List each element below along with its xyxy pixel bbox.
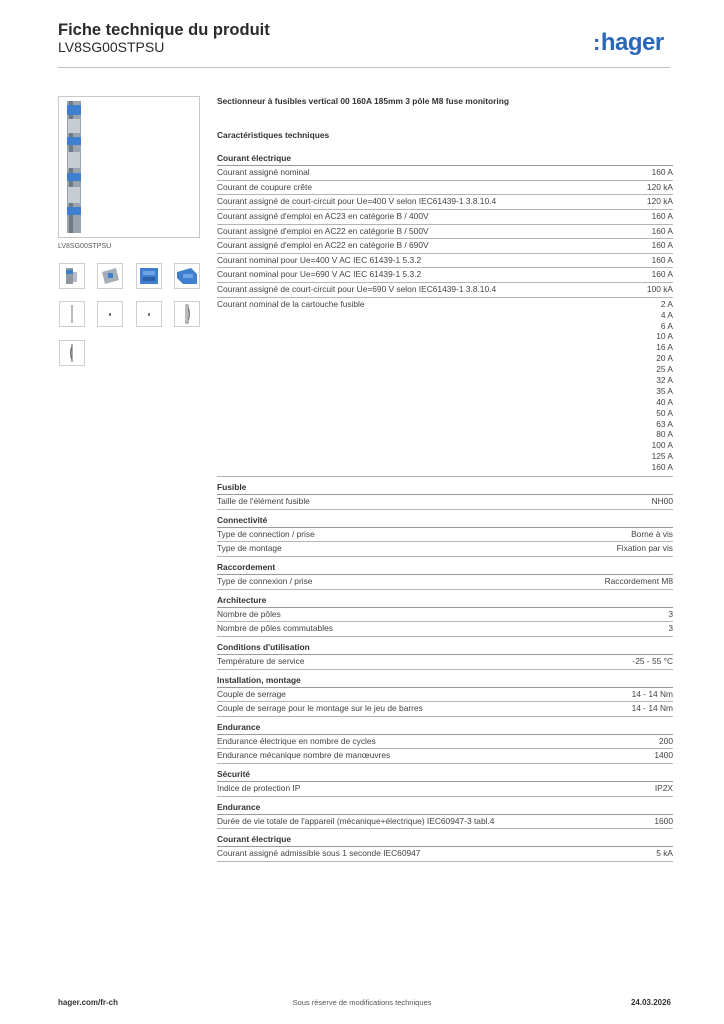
spec-value: 10 A (656, 331, 673, 342)
footer-disclaimer: Sous réserve de modifications techniques (292, 998, 432, 1007)
spec-value: 35 A (656, 385, 673, 396)
spec-label: Taille de l'élément fusible (217, 496, 310, 507)
spec-row (217, 298, 673, 477)
thumbnail-drawing-top-dot[interactable] (97, 301, 123, 327)
spec-row (217, 195, 673, 210)
spec-section (217, 515, 673, 557)
product-image-caption: LV8SG00STPSU (58, 243, 112, 250)
section-title: Conditions d'utilisation (217, 642, 673, 655)
spec-value: 160 A (651, 254, 673, 265)
spec-value: 4 A (660, 309, 673, 320)
spec-row (217, 655, 673, 670)
spec-sections (217, 153, 673, 862)
spec-value: 14 - 14 Nm (631, 688, 673, 699)
spec-section (217, 595, 673, 637)
thumbnail-product-blue-box[interactable] (136, 263, 162, 289)
header-divider (58, 67, 670, 68)
spec-row (217, 528, 673, 543)
spec-row (217, 542, 673, 557)
spec-row (217, 210, 673, 225)
thumbnail-drawing-side-bracket-2[interactable] (59, 340, 85, 366)
spec-value: 16 A (656, 342, 673, 353)
section-title: Connectivité (217, 515, 673, 528)
spec-value: 50 A (656, 407, 673, 418)
spec-section (217, 642, 673, 670)
section-title: Installation, montage (217, 675, 673, 688)
technical-characteristics-heading: Caractéristiques techniques (217, 130, 330, 140)
spec-value: 80 A (656, 429, 673, 440)
spec-row (217, 575, 673, 590)
spec-label: Courant assigné de court-circuit pour Ue=400 V selon IEC61439-1 3.8.10.4 (217, 196, 497, 207)
spec-label: Courant assigné admissible sous 1 seconde IEC60947 (217, 848, 421, 859)
spec-value: 6 A (660, 320, 673, 331)
spec-label: Courant assigné d'emploi en AC23 en catégorie B / 400V (217, 210, 429, 221)
spec-label: Courant nominal pour Ue=400 V AC IEC 61439-1 5.3.2 (217, 254, 422, 265)
spec-value: NH00 (651, 496, 673, 507)
spec-value-list (652, 299, 673, 473)
spec-value: 40 A (656, 396, 673, 407)
spec-row (217, 181, 673, 196)
spec-row (217, 847, 673, 862)
product-main-image[interactable] (58, 96, 200, 238)
spec-row (217, 166, 673, 181)
spec-value: 32 A (656, 375, 673, 385)
spec-row (217, 735, 673, 750)
spec-value: 25 A (656, 364, 673, 375)
spec-value: 3 (668, 623, 673, 634)
spec-label: Courant assigné d'emploi en AC22 en catégorie B / 690V (217, 240, 429, 251)
section-title: Sécurité (217, 769, 673, 782)
thumbnail-drawing-side-thin[interactable] (59, 301, 85, 327)
spec-value: 200 (659, 735, 673, 746)
spec-value: 160 A (651, 225, 673, 236)
section-title: Endurance (217, 722, 673, 735)
spec-label: Indice de protection IP (217, 783, 301, 794)
thumbnail-product-angled[interactable] (97, 263, 123, 289)
spec-value: 125 A (651, 451, 673, 462)
product-description: Sectionneur à fusibles vertical 00 160A 185mm 3 pôle M8 fuse monitoring (217, 96, 509, 106)
section-title: Endurance (217, 802, 673, 815)
spec-label: Durée de vie totale de l'appareil (mécanique+électrique) IEC60947-3 tabl.4 (217, 815, 495, 826)
footer-website[interactable]: hager.com/fr-ch (58, 998, 119, 1007)
spec-value: 2 A (660, 298, 673, 309)
spec-row (217, 495, 673, 510)
section-title: Architecture (217, 595, 673, 608)
spec-section (217, 722, 673, 764)
spec-label: Courant assigné nominal (217, 167, 310, 177)
spec-section (217, 153, 673, 477)
thumbnail-product-front[interactable] (59, 263, 85, 289)
thumbnail-drawing-top-dot-2[interactable] (136, 301, 162, 327)
footer-date: 24.03.2026 (630, 998, 671, 1007)
spec-label: Couple de serrage pour le montage sur le jeu de barres (217, 703, 423, 714)
spec-section (217, 482, 673, 510)
spec-value: 100 A (651, 440, 673, 451)
spec-value: 120 kA (646, 196, 673, 207)
spec-value: 100 kA (646, 284, 673, 295)
spec-row (217, 702, 673, 717)
spec-value: 20 A (656, 353, 673, 364)
spec-label: Courant assigné d'emploi en AC22 en catégorie B / 500V (217, 225, 429, 236)
spec-value: -25 - 55 °C (632, 655, 673, 666)
spec-value: Borne à vis (631, 528, 673, 539)
spec-value: 1600 (654, 815, 673, 826)
thumbnail-product-blue-box-angled[interactable] (174, 263, 200, 289)
spec-row (217, 225, 673, 240)
spec-label: Endurance mécanique nombre de manœuvres (217, 750, 391, 761)
section-title: Courant électrique (217, 834, 673, 847)
spec-value: 160 A (651, 269, 673, 280)
spec-label: Courant nominal de la cartouche fusible (217, 298, 365, 309)
spec-value: 14 - 14 Nm (631, 703, 673, 714)
spec-value: 160 A (651, 462, 673, 473)
spec-label: Type de montage (217, 543, 282, 554)
spec-section (217, 675, 673, 717)
section-title: Fusible (217, 482, 673, 495)
spec-value: Fixation par vis (616, 543, 673, 554)
spec-label: Couple de serrage (217, 688, 286, 699)
spec-label: Courant nominal pour Ue=690 V AC IEC 61439-1 5.3.2 (217, 269, 422, 280)
spec-row (217, 782, 673, 797)
spec-row (217, 254, 673, 269)
spec-row (217, 815, 673, 830)
spec-section (217, 834, 673, 862)
spec-label: Nombre de pôles commutables (217, 623, 333, 634)
spec-row (217, 622, 673, 637)
page-title: Fiche technique du produit (58, 21, 270, 39)
spec-value: Raccordement M8 (604, 575, 673, 586)
spec-value: 63 A (656, 418, 673, 429)
section-title: Courant électrique (217, 153, 673, 166)
spec-row (217, 283, 673, 298)
spec-value: 120 kA (646, 181, 673, 192)
thumbnail-drawing-side-bracket[interactable] (174, 301, 200, 327)
spec-row (217, 239, 673, 254)
spec-label: Endurance électrique en nombre de cycles (217, 735, 376, 746)
spec-row (217, 608, 673, 623)
spec-value: 5 kA (656, 848, 673, 859)
spec-row (217, 268, 673, 283)
spec-section (217, 802, 673, 830)
spec-label: Température de service (217, 655, 305, 666)
spec-row (217, 688, 673, 703)
spec-row (217, 749, 673, 764)
spec-label: Courant assigné de court-circuit pour Ue=690 V selon IEC61439-1 3.8.10.4 (217, 284, 497, 295)
spec-section (217, 769, 673, 797)
spec-value: 160 A (651, 210, 673, 221)
spec-value: 160 A (651, 240, 673, 251)
spec-label: Type de connection / prise (217, 528, 315, 539)
spec-label: Courant de coupure crête (217, 181, 312, 192)
spec-value: 160 A (651, 167, 673, 177)
spec-label: Type de connexion / prise (217, 575, 313, 586)
spec-value: 3 (668, 608, 673, 619)
spec-section (217, 562, 673, 590)
section-title: Raccordement (217, 562, 673, 575)
product-reference: LV8SG00STPSU (58, 39, 165, 55)
hager-logo[interactable]: :hager (593, 29, 664, 56)
logo-text: hager (600, 29, 664, 56)
spec-label: Nombre de pôles (217, 608, 281, 619)
spec-value: IP2X (654, 783, 673, 794)
spec-value: 1400 (654, 750, 673, 761)
specifications-panel (217, 96, 673, 862)
